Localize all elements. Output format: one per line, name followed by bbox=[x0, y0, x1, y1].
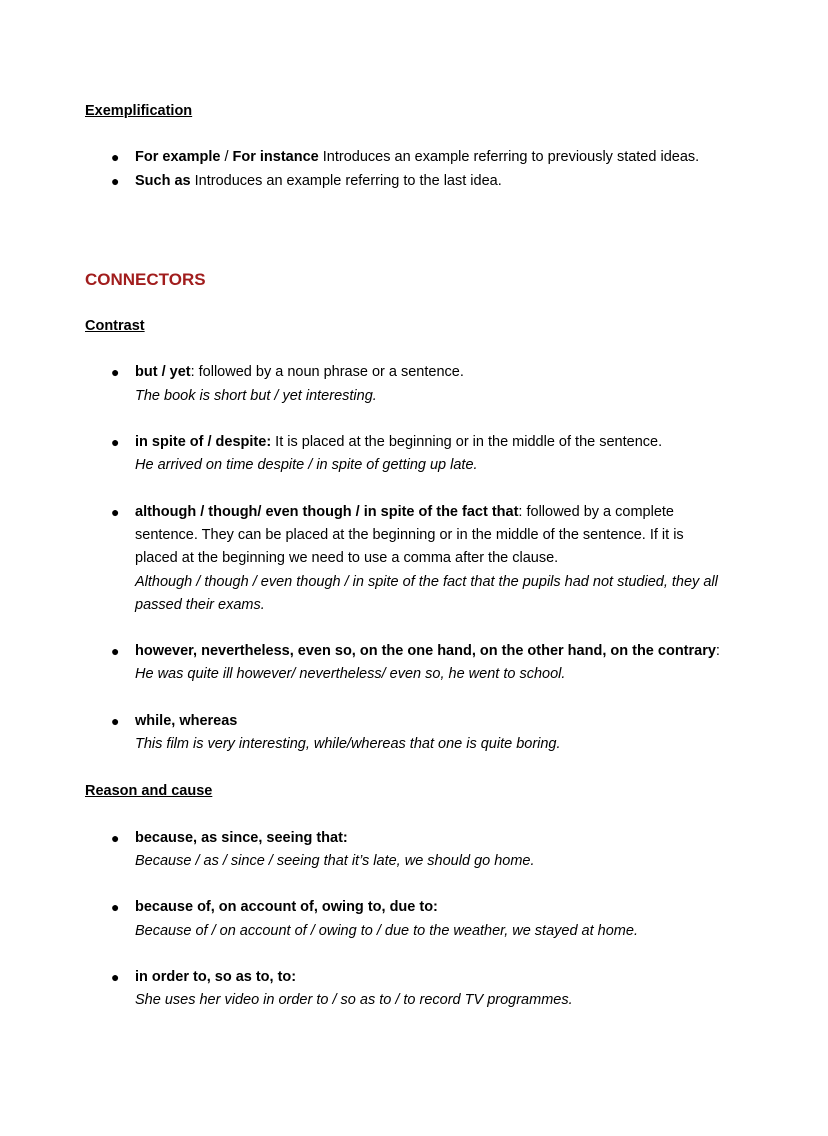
heading-exemplification: Exemplification bbox=[85, 103, 193, 119]
bullet-icon: ● bbox=[111, 643, 120, 660]
example: She uses her video in order to / so as to / to record TV programmes. bbox=[135, 992, 573, 1009]
term: because of, on account of, owing to, due to: bbox=[135, 899, 438, 916]
example: Because / as / since / seeing that it’s late, we should go home. bbox=[135, 852, 535, 869]
bullet-icon: ● bbox=[111, 503, 120, 520]
document-page bbox=[85, 100, 725, 1012]
example: This film is very interesting, while/whereas that one is quite boring. bbox=[135, 736, 561, 753]
term: in order to, so as to, to: bbox=[135, 968, 297, 985]
bullet-icon: ● bbox=[111, 364, 120, 381]
list-item bbox=[85, 827, 725, 874]
bullet-icon: ● bbox=[111, 829, 120, 846]
list-item bbox=[85, 896, 725, 943]
reason-list bbox=[85, 827, 725, 1013]
list-item bbox=[85, 710, 725, 757]
term: in spite of / despite: bbox=[135, 434, 272, 451]
term: because, as since, seeing that: bbox=[135, 829, 348, 846]
contrast-list bbox=[85, 361, 725, 756]
example: He arrived on time despite / in spite of getting up late. bbox=[135, 457, 478, 474]
term: For instance bbox=[232, 149, 319, 166]
term: although / though/ even though / in spite of the fact that bbox=[135, 503, 519, 520]
term: Such as bbox=[135, 172, 191, 189]
bullet-icon: ● bbox=[111, 434, 120, 451]
description: : followed by a noun phrase or a sentence. bbox=[190, 364, 464, 381]
example: He was quite ill however/ nevertheless/ even so, he went to school. bbox=[135, 666, 566, 683]
example: Because of / on account of / owing to / due to the weather, we stayed at home. bbox=[135, 922, 638, 939]
list-item bbox=[85, 966, 725, 1013]
example: Although / though / even though / in spite of the fact that the pupils had not studied, they all passed their exams. bbox=[135, 573, 718, 613]
term: while, whereas bbox=[135, 712, 238, 729]
list-item bbox=[85, 501, 725, 617]
term: however, nevertheless, even so, on the one hand, on the other hand, on the contrary bbox=[135, 643, 716, 660]
list-item bbox=[85, 431, 725, 478]
list-item bbox=[85, 170, 725, 193]
heading-contrast: Contrast bbox=[85, 318, 145, 335]
description: Introduces an example referring to previously stated ideas. bbox=[318, 149, 700, 166]
separator: / bbox=[220, 149, 233, 166]
section-title-connectors: CONNECTORS bbox=[85, 269, 206, 289]
bullet-icon: ● bbox=[111, 149, 120, 166]
list-item bbox=[85, 146, 725, 169]
list-item bbox=[85, 640, 725, 687]
description: : followed by a complete sentence. They can be placed at the beginning or in the middle of the sentence. If it is placed at the beginning we need to use a comma after the clause. bbox=[135, 503, 684, 567]
description: It is placed at the beginning or in the middle of the sentence. bbox=[271, 434, 663, 451]
term: For example bbox=[135, 149, 221, 166]
exemplification-list bbox=[85, 146, 725, 193]
bullet-icon: ● bbox=[111, 899, 120, 916]
term: but / yet bbox=[135, 364, 191, 381]
example: The book is short but / yet interesting. bbox=[135, 387, 377, 404]
heading-reason-and-cause: Reason and cause bbox=[85, 783, 213, 800]
description: Introduces an example referring to the last idea. bbox=[190, 172, 502, 189]
bullet-icon: ● bbox=[111, 712, 120, 729]
list-item bbox=[85, 361, 725, 408]
bullet-icon: ● bbox=[111, 968, 120, 985]
description: : bbox=[715, 643, 720, 660]
bullet-icon: ● bbox=[111, 172, 120, 189]
